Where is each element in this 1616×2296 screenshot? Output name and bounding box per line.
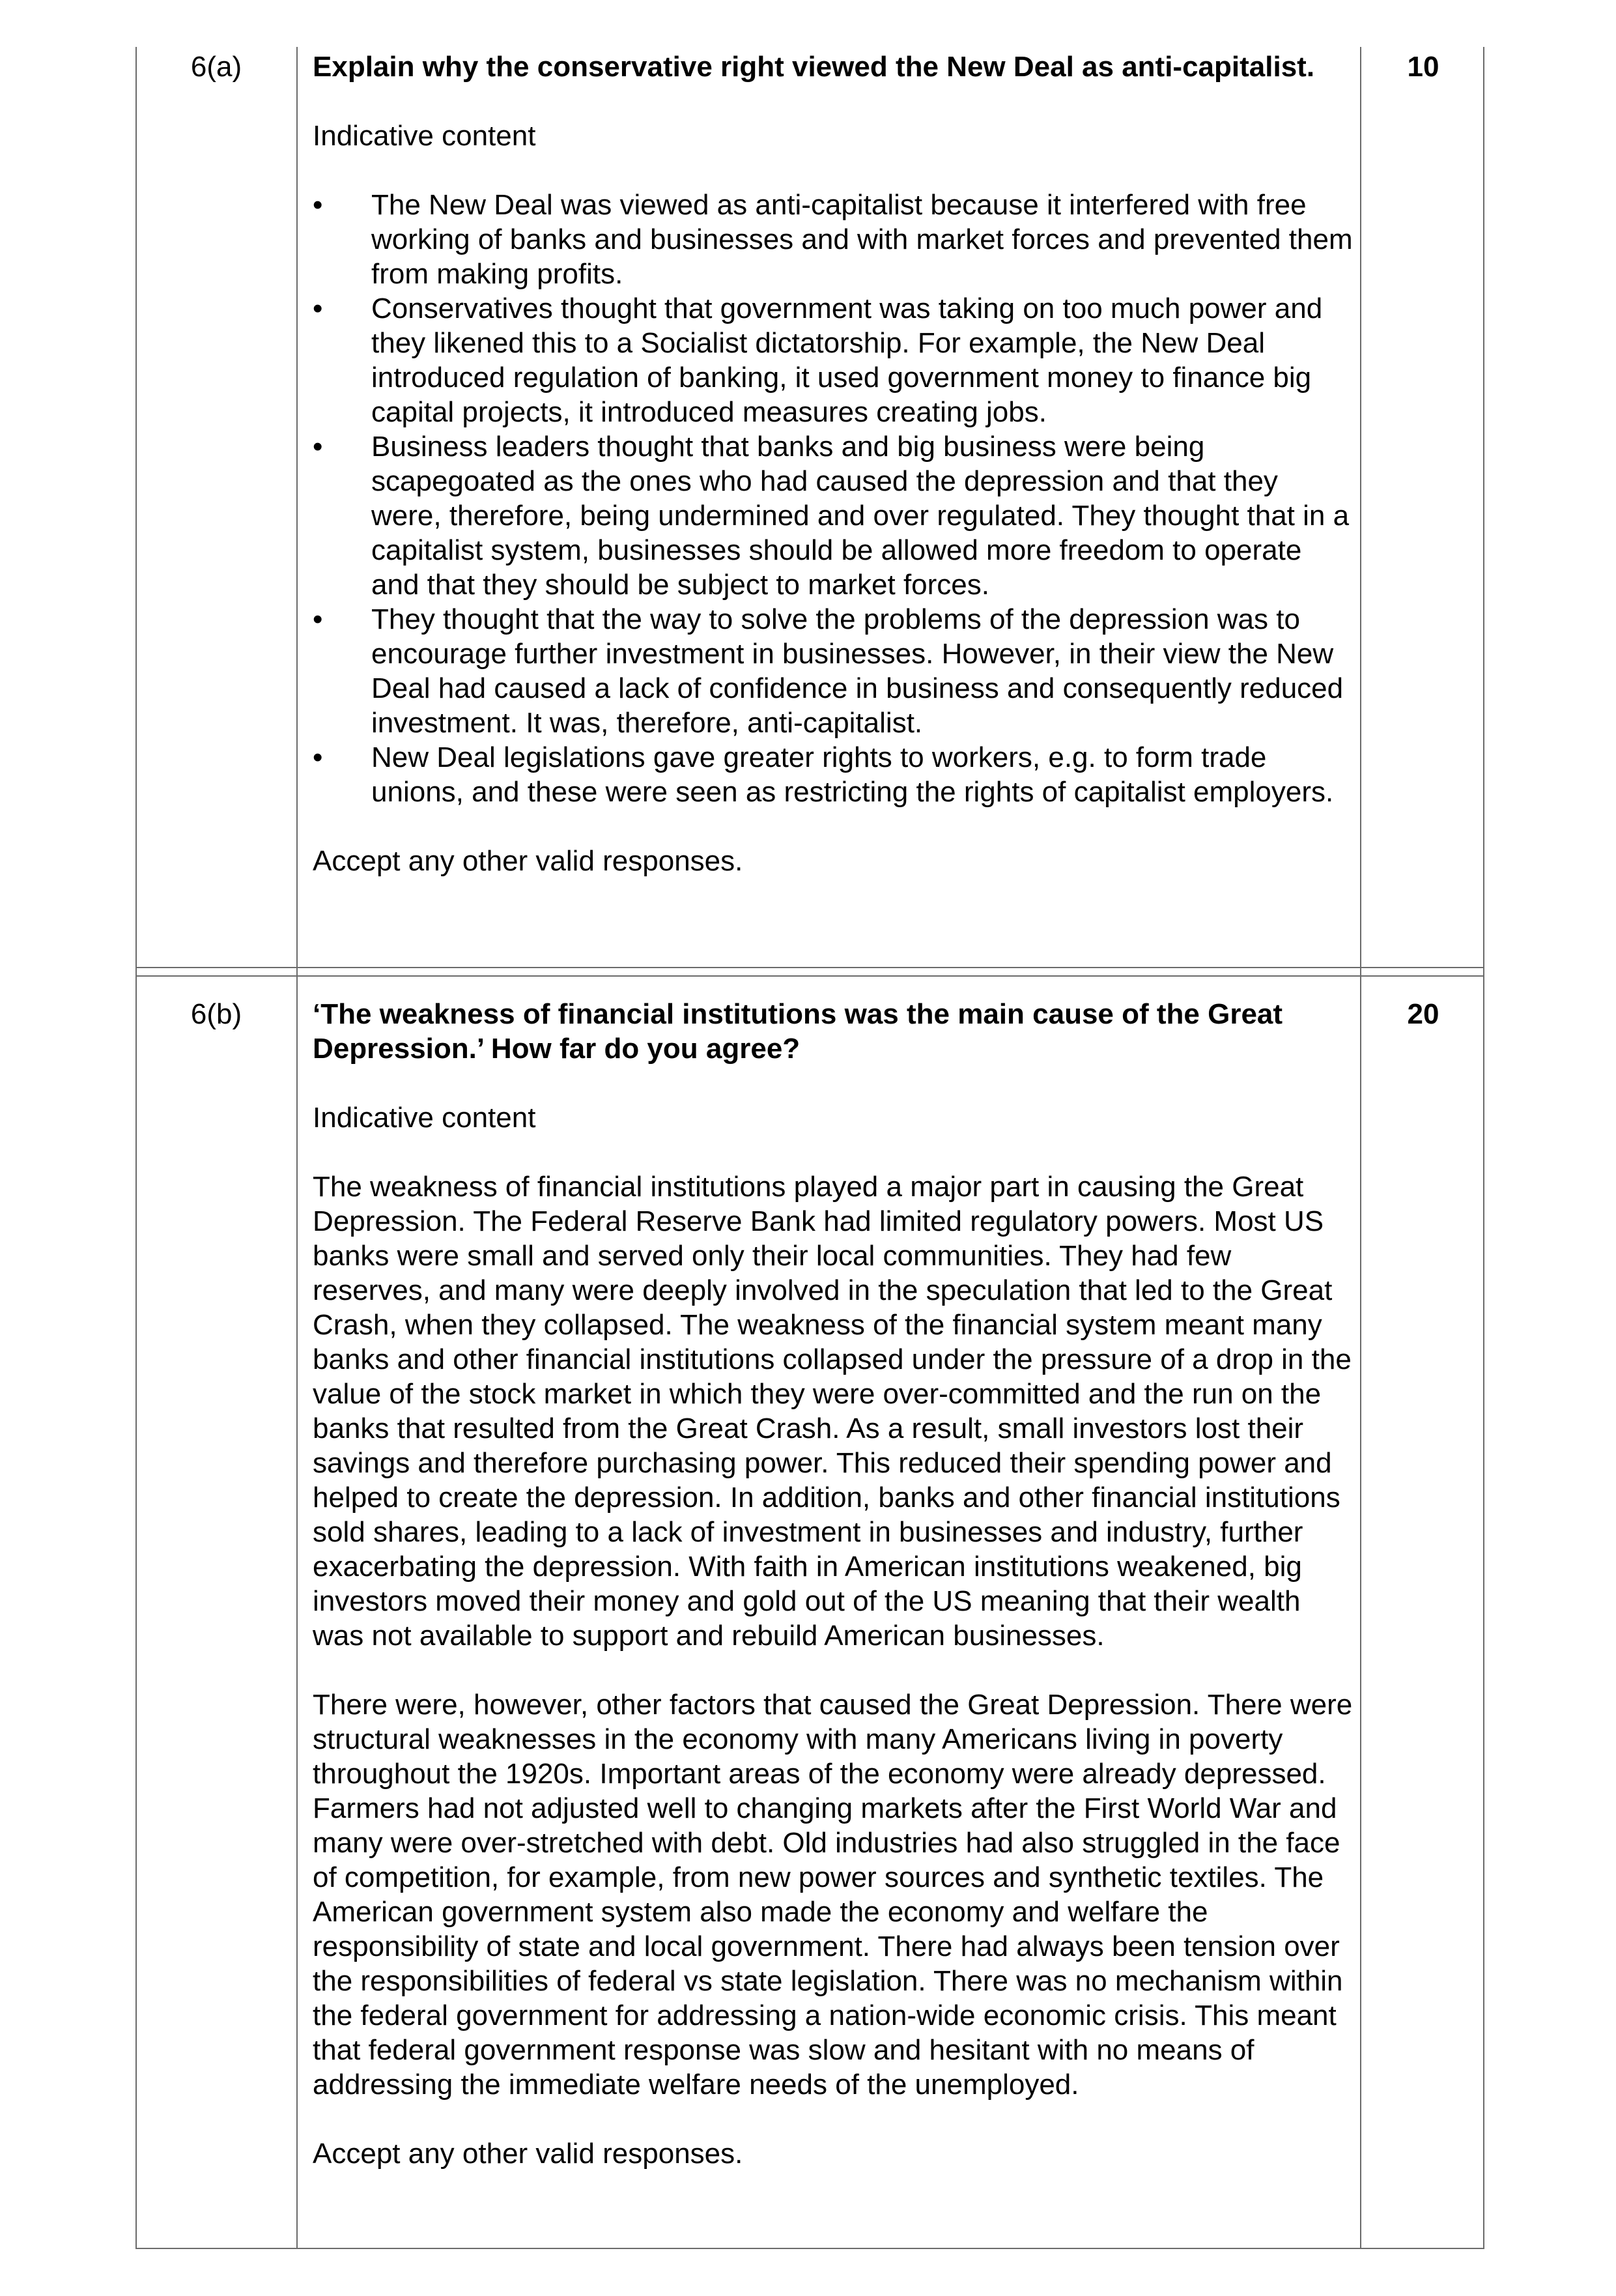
answer-cell-6b (313, 997, 1355, 2171)
question-number-6b: 6(b) (190, 998, 242, 1030)
list-item: • They thought that the way to solve the problems of the depression was to encourage further investment in businesses. However, in their view the New Deal had caused a lack of confidence in business and consequently reduced investment. It was, therefore, anti-capitalist. (313, 603, 1344, 739)
marks-6b: 20 (1407, 998, 1439, 1030)
marks-6a: 10 (1407, 51, 1439, 83)
row-separator-top (135, 967, 1484, 968)
list-item: • New Deal legislations gave greater rights to workers, e.g. to form trade unions, and these were seen as restricting the rights of capitalist employers. (313, 741, 1334, 808)
bullet-icon: • (313, 603, 323, 635)
accept-note-6a: Accept any other valid responses. (313, 845, 743, 877)
paragraph-financial-weakness: The weakness of financial institutions played a major part in causing the Great Depression. The Federal Reserve Bank had limited regulatory powers. Most US banks were small and served only their local communities. They had few reserves, and many were deeply involved in the speculation that led to the Great Crash, when they collapsed. The weakness of the financial system meant many banks and other financial institutions collapsed under the pressure of a drop in the value of the stock market in which they were over-committed and the run on the banks that resulted from the Great Crash. As a result, small investors lost their savings and therefore purchasing power. This reduced their spending power and helped to create the depression. In addition, banks and other financial institutions sold shares, leading to a lack of investment in businesses and industry, further exacerbating the depression. With faith in American institutions weakened, big investors moved their money and gold out of the US meaning that their wealth was not available to support and rebuild American businesses. (313, 1171, 1352, 1652)
bullet-icon: • (313, 741, 323, 773)
list-item: • The New Deal was viewed as anti-capitalist because it interfered with free working of banks and businesses and with market forces and prevented them from making profits. (313, 189, 1353, 290)
table-divider-question-number (296, 47, 298, 2249)
indicative-content-list-6a (313, 188, 1355, 809)
question-number-6a: 6(a) (190, 51, 242, 83)
bullet-icon: • (313, 189, 323, 221)
indicative-content-label-6a: Indicative content (313, 120, 536, 152)
bullet-icon: • (313, 293, 323, 324)
table-border-right (1483, 47, 1484, 2249)
table-border-left (135, 47, 137, 2249)
question-text-6a: Explain why the conservative right viewed the New Deal as anti-capitalist. (313, 51, 1315, 83)
indicative-content-label-6b: Indicative content (313, 1102, 536, 1134)
list-item: • Business leaders thought that banks and big business were being scapegoated as the ones who had caused the depression and that they were, therefore, being undermined and over regulated. They thought that in a capitalist system, businesses should be allowed more freedom to operate and that they should be subject to market forces. (313, 431, 1350, 601)
question-text-6b: ‘The weakness of financial institutions was the main cause of the Great Depression.’ How far do you agree? (313, 998, 1283, 1065)
row-separator-bottom (135, 975, 1484, 977)
answer-cell-6a (313, 50, 1355, 878)
paragraph-other-factors: There were, however, other factors that caused the Great Depression. There were structural weaknesses in the economy with many Americans living in poverty throughout the 1920s. Important areas of the economy were already depressed. Farmers had not adjusted well to changing markets after the First World War and many were over-stretched with debt. Old industries had also struggled in the face of competition, for example, from new power sources and synthetic textiles. The American government system also made the economy and welfare the responsibility of state and local government. There had always been tension over the responsibilities of federal vs state legislation. There was no mechanism within the federal government for addressing a nation-wide economic crisis. This meant that federal government response was slow and hesitant with no means of addressing the immediate welfare needs of the unemployed. (313, 1689, 1353, 2101)
table-border-bottom (135, 2248, 1484, 2249)
list-item: • Conservatives thought that government was taking on too much power and they likened this to a Socialist dictatorship. For example, the New Deal introduced regulation of banking, it used government money to finance big capital projects, it introduced measures creating jobs. (313, 293, 1323, 428)
table-divider-marks (1360, 47, 1361, 2249)
bullet-icon: • (313, 431, 323, 463)
accept-note-6b: Accept any other valid responses. (313, 2138, 743, 2170)
